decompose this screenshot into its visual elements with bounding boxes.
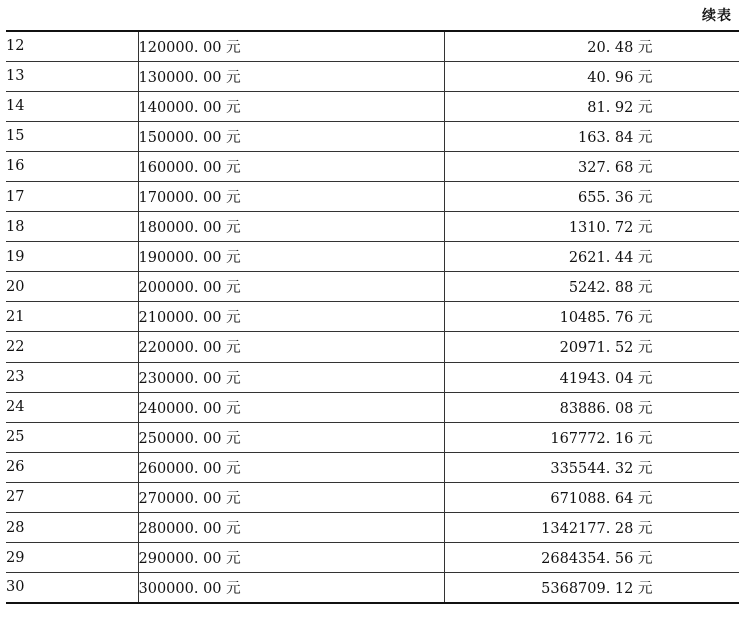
row-index-cell: 22 <box>6 332 138 362</box>
table-row <box>6 543 739 573</box>
result-cell <box>444 121 739 151</box>
result-value: 671088. 64 元 <box>550 490 653 507</box>
table-row <box>6 513 739 543</box>
amount-cell: 300000. 00 元 <box>138 573 444 603</box>
amount-cell: 260000. 00 元 <box>138 452 444 482</box>
result-value: 81. 92 元 <box>587 99 653 116</box>
result-cell <box>444 422 739 452</box>
row-index-cell: 16 <box>6 151 138 181</box>
result-cell <box>444 242 739 272</box>
result-value: 167772. 16 元 <box>550 430 653 447</box>
result-value: 10485. 76 元 <box>559 310 653 327</box>
row-index-cell: 29 <box>6 543 138 573</box>
result-cell <box>444 482 739 512</box>
result-value: 20971. 52 元 <box>559 340 653 357</box>
amount-cell: 250000. 00 元 <box>138 422 444 452</box>
row-index-cell: 26 <box>6 452 138 482</box>
row-index-cell: 17 <box>6 181 138 211</box>
result-value: 335544. 32 元 <box>550 460 653 477</box>
result-value: 1310. 72 元 <box>568 220 653 237</box>
amount-cell: 120000. 00 元 <box>138 31 444 61</box>
result-value: 5242. 88 元 <box>568 280 653 297</box>
table-row <box>6 573 739 603</box>
result-cell <box>444 362 739 392</box>
row-index-cell: 28 <box>6 513 138 543</box>
table-row <box>6 482 739 512</box>
row-index-cell: 25 <box>6 422 138 452</box>
data-table <box>6 30 739 604</box>
amount-cell: 290000. 00 元 <box>138 543 444 573</box>
row-index-cell: 13 <box>6 61 138 91</box>
continued-table-caption: 续表 <box>702 8 732 24</box>
amount-cell: 230000. 00 元 <box>138 362 444 392</box>
table-row <box>6 362 739 392</box>
result-cell <box>444 543 739 573</box>
table-row <box>6 422 739 452</box>
result-value: 2684354. 56 元 <box>541 551 653 568</box>
row-index-cell: 24 <box>6 392 138 422</box>
row-index-cell: 20 <box>6 272 138 302</box>
row-index-cell: 23 <box>6 362 138 392</box>
amount-cell: 150000. 00 元 <box>138 121 444 151</box>
amount-cell: 140000. 00 元 <box>138 91 444 121</box>
amount-cell: 170000. 00 元 <box>138 181 444 211</box>
result-value: 83886. 08 元 <box>559 400 653 417</box>
table-row <box>6 272 739 302</box>
amount-cell: 190000. 00 元 <box>138 242 444 272</box>
row-index-cell: 30 <box>6 573 138 603</box>
amount-cell: 270000. 00 元 <box>138 482 444 512</box>
result-cell <box>444 181 739 211</box>
row-index-cell: 19 <box>6 242 138 272</box>
table-row <box>6 302 739 332</box>
amount-cell: 210000. 00 元 <box>138 302 444 332</box>
result-cell <box>444 31 739 61</box>
result-value: 655. 36 元 <box>578 190 653 207</box>
row-index-cell: 27 <box>6 482 138 512</box>
table-row <box>6 452 739 482</box>
table-row <box>6 151 739 181</box>
amount-cell: 220000. 00 元 <box>138 332 444 362</box>
result-cell <box>444 91 739 121</box>
result-cell <box>444 392 739 422</box>
table-row <box>6 31 739 61</box>
result-value: 2621. 44 元 <box>568 250 653 267</box>
table-row <box>6 392 739 422</box>
result-cell <box>444 513 739 543</box>
amount-cell: 180000. 00 元 <box>138 212 444 242</box>
result-value: 20. 48 元 <box>587 39 653 56</box>
table-row <box>6 242 739 272</box>
result-cell <box>444 151 739 181</box>
result-value: 40. 96 元 <box>587 69 653 86</box>
amount-cell: 130000. 00 元 <box>138 61 444 91</box>
result-value: 327. 68 元 <box>578 159 653 176</box>
row-index-cell: 21 <box>6 302 138 332</box>
row-index-cell: 14 <box>6 91 138 121</box>
amount-cell: 280000. 00 元 <box>138 513 444 543</box>
result-cell <box>444 272 739 302</box>
table-row <box>6 181 739 211</box>
result-value: 1342177. 28 元 <box>541 521 653 538</box>
table-row <box>6 212 739 242</box>
table-row <box>6 332 739 362</box>
result-cell <box>444 452 739 482</box>
result-value: 5368709. 12 元 <box>541 580 653 597</box>
result-cell <box>444 212 739 242</box>
row-index-cell: 15 <box>6 121 138 151</box>
table-row <box>6 91 739 121</box>
amount-cell: 200000. 00 元 <box>138 272 444 302</box>
result-cell <box>444 573 739 603</box>
amount-cell: 160000. 00 元 <box>138 151 444 181</box>
row-index-cell: 12 <box>6 31 138 61</box>
table-row <box>6 61 739 91</box>
result-cell <box>444 332 739 362</box>
result-value: 163. 84 元 <box>578 129 653 146</box>
table-row <box>6 121 739 151</box>
row-index-cell: 18 <box>6 212 138 242</box>
result-cell <box>444 61 739 91</box>
result-cell <box>444 302 739 332</box>
result-value: 41943. 04 元 <box>559 370 653 387</box>
amount-cell: 240000. 00 元 <box>138 392 444 422</box>
